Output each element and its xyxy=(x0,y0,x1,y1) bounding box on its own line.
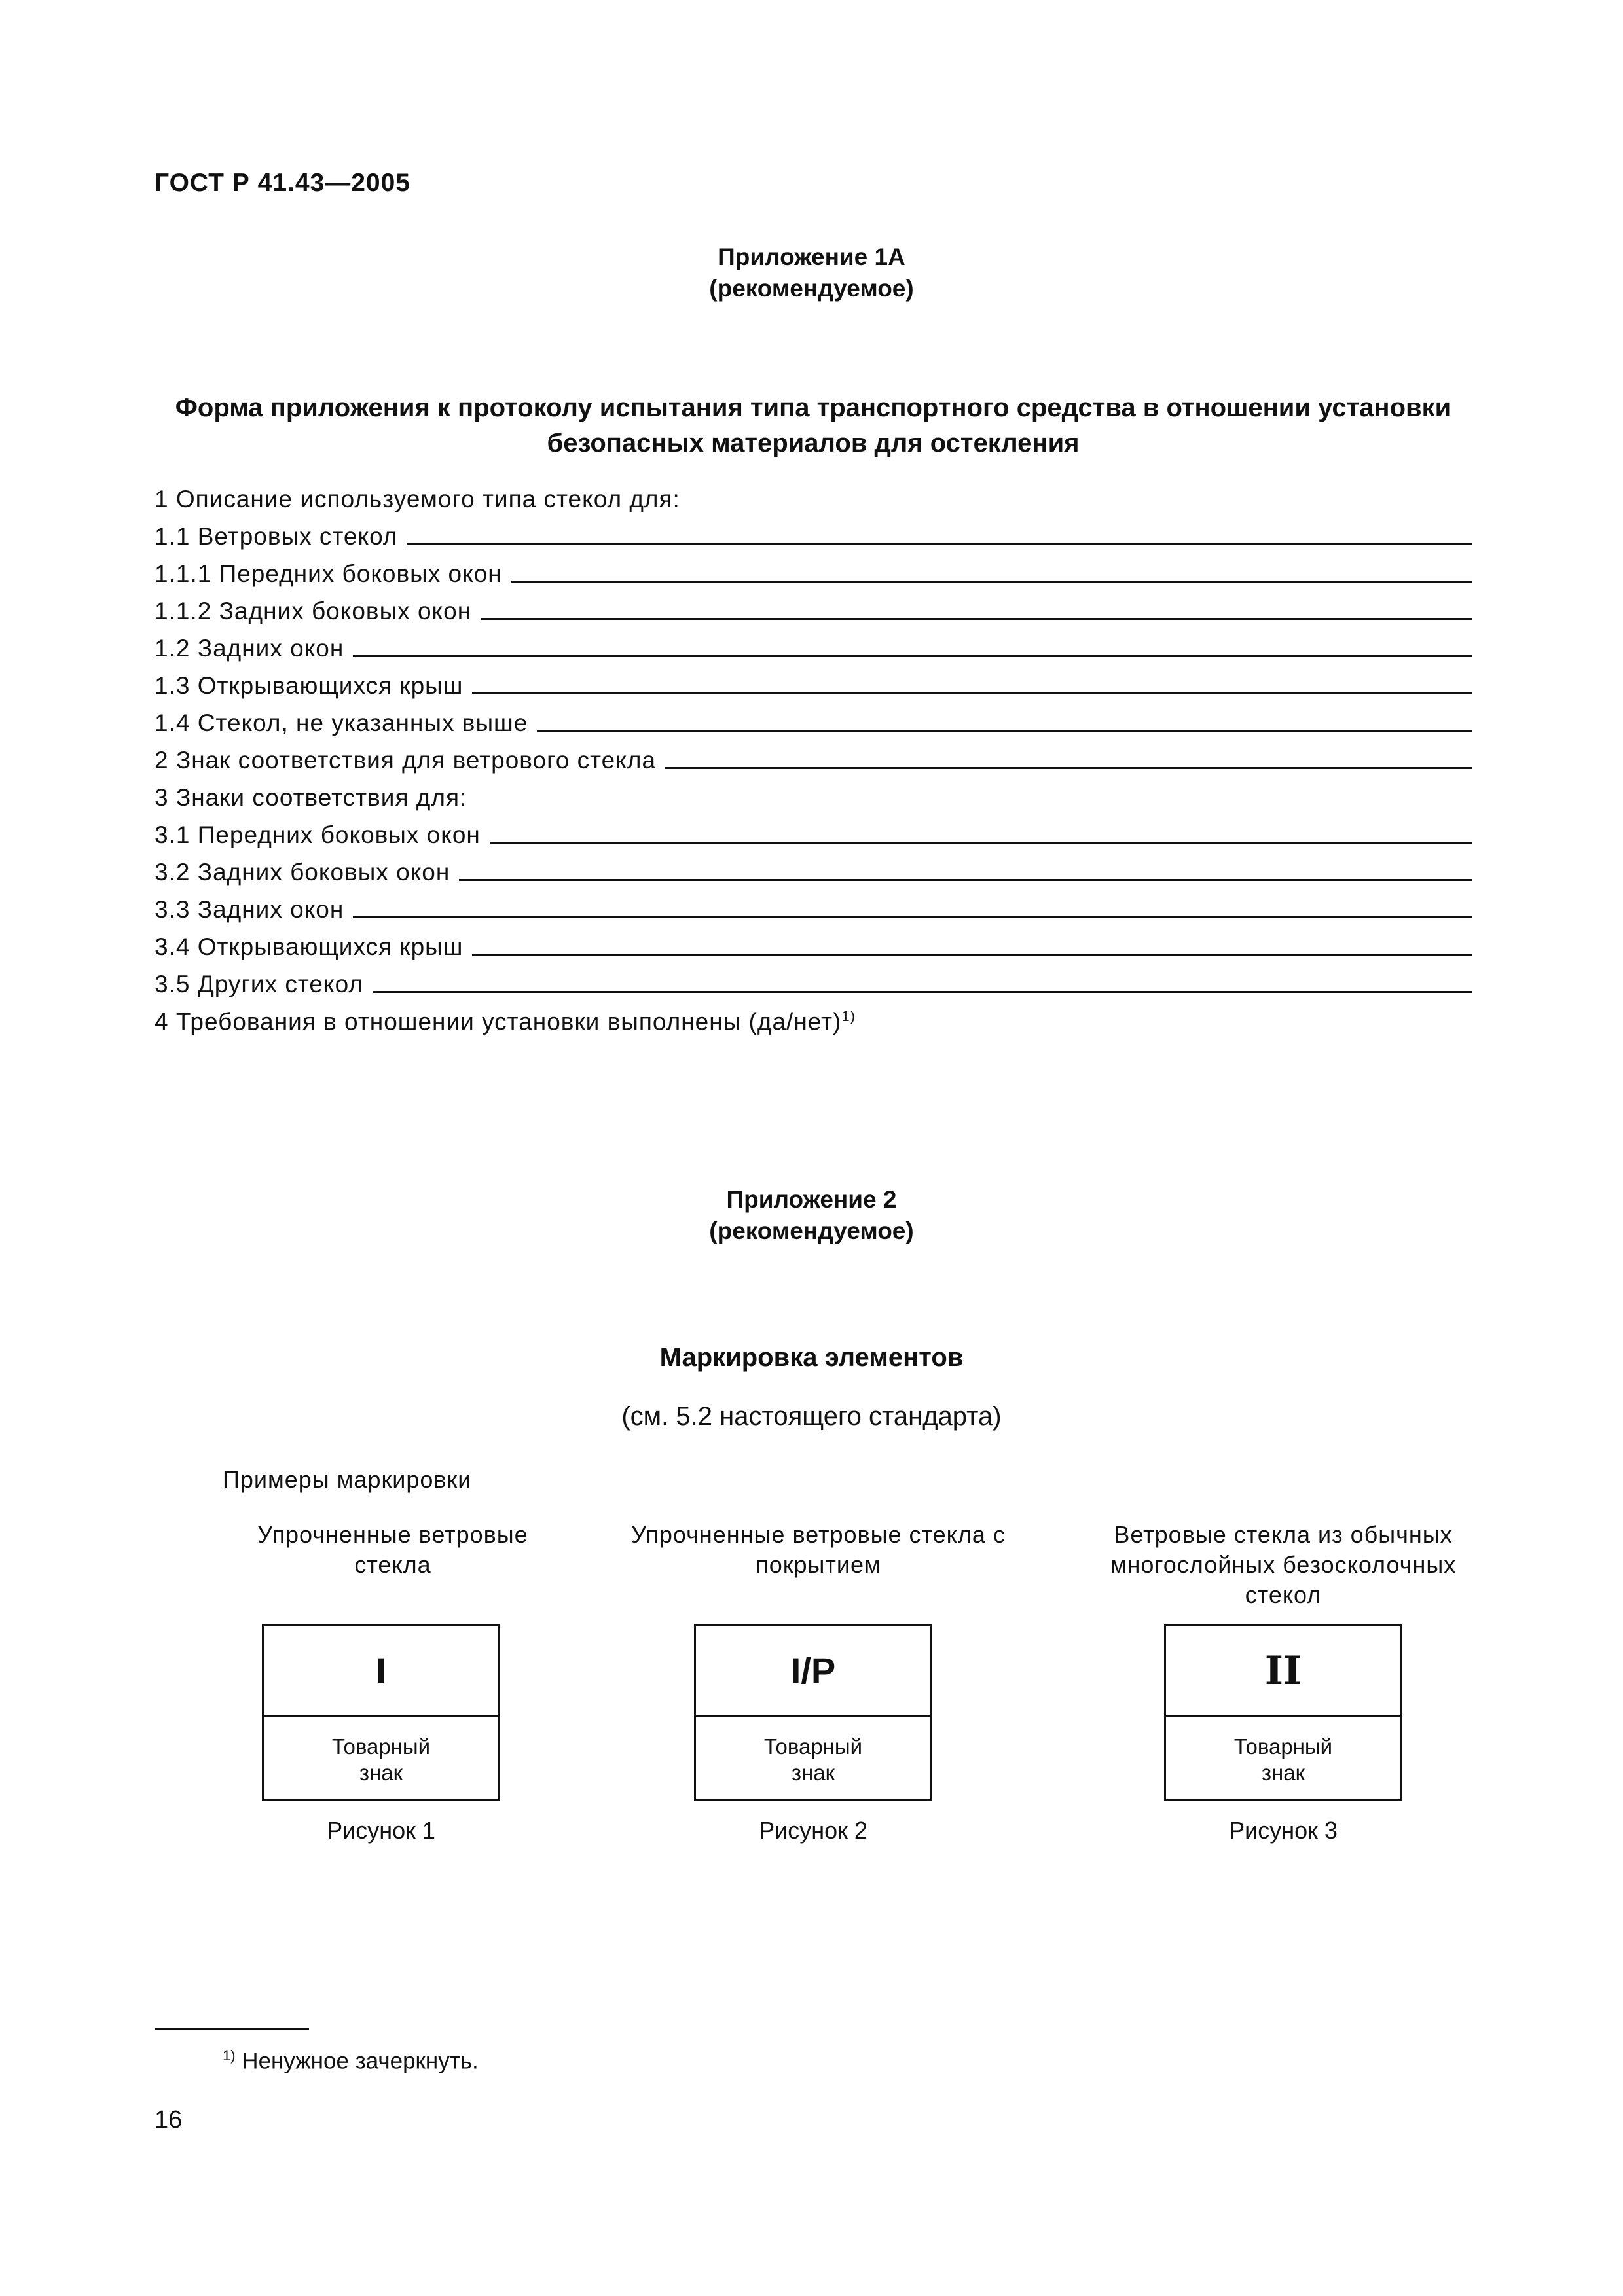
figure-3-caption: Ветровые стекла из обычных многослойных безосколочных стекол xyxy=(1110,1521,1457,1608)
marking-symbol: II xyxy=(1166,1626,1400,1717)
form-line-label: 3.4 Открывающихся крыш xyxy=(155,933,464,960)
form-line-1-1 xyxy=(155,520,1472,552)
fill-in-blank[interactable] xyxy=(511,580,1472,583)
form-line-label: 1 Описание используемого типа стекол для: xyxy=(155,486,680,512)
fill-in-blank[interactable] xyxy=(665,766,1472,769)
page-number: 16 xyxy=(155,2106,183,2134)
form-line-label: 3 Знаки соответствия для: xyxy=(155,784,467,811)
figure-1-caption: Упрочненные ветровые стекла xyxy=(257,1521,528,1578)
form-line-label: 1.3 Открывающихся крыш xyxy=(155,672,464,699)
form-line-label: 2 Знак соответствия для ветрового стекла xyxy=(155,747,657,774)
fill-in-blank[interactable] xyxy=(353,655,1472,657)
fill-in-blank[interactable] xyxy=(481,617,1472,620)
fill-in-blank[interactable] xyxy=(459,878,1472,881)
marking-heading: Маркировка элементов xyxy=(659,1343,964,1372)
form-line-1-1-1 xyxy=(155,558,1472,589)
form-line-3-3 xyxy=(155,893,1472,925)
marking-symbol: I xyxy=(264,1626,498,1717)
appendix-1a-status: (рекомендуемое) xyxy=(709,275,914,302)
examples-label: Примеры маркировки xyxy=(223,1466,472,1493)
footnote xyxy=(223,2047,479,2075)
fill-in-blank[interactable] xyxy=(472,953,1472,956)
form-line-label: 1.4 Стекол, не указанных выше xyxy=(155,709,528,736)
figure-2-label: Рисунок 2 xyxy=(759,1817,867,1844)
form-line-3 xyxy=(155,781,1472,813)
trademark-cell: Товарный знак xyxy=(763,1734,863,1785)
form-line-4 xyxy=(155,1005,1472,1037)
footnote-divider xyxy=(155,2028,309,2030)
form-line-label: 3.5 Других стекол xyxy=(155,971,363,997)
fill-in-blank[interactable] xyxy=(353,916,1472,918)
form-line-1-3 xyxy=(155,670,1472,701)
form-line-label: 1.2 Задних окон xyxy=(155,635,344,662)
fill-in-blank[interactable] xyxy=(472,692,1472,694)
form-title-line-2: безопасных материалов для остекления xyxy=(547,429,1080,457)
form-line-1 xyxy=(155,483,1472,514)
footnote-ref: 1) xyxy=(841,1007,856,1024)
form-line-label: 4 Требования в отношении установки выполнены $(да/нет)^{1)}$ xyxy=(155,1007,856,1035)
form-line-label: 3.3 Задних окон xyxy=(155,896,344,923)
appendix-2-title: Приложение 2 xyxy=(726,1186,897,1213)
marking-symbol: I/P xyxy=(696,1626,930,1717)
form-line-label: 3.1 Передних боковых окон xyxy=(155,821,481,848)
form-line-3-5 xyxy=(155,968,1472,999)
form-title-line-1: Форма приложения к протоколу испытания типа транспортного средства в отношении установки xyxy=(175,393,1451,422)
form-line-label: 3.2 Задних боковых окон xyxy=(155,859,450,886)
fill-in-blank[interactable] xyxy=(490,841,1472,844)
figure-2-caption: Упрочненные ветровые стекла с покрытием xyxy=(631,1521,1006,1578)
form-line-3-1 xyxy=(155,819,1472,850)
standard-reference: (см. 5.2 настоящего стандарта) xyxy=(621,1402,1002,1431)
document-code: ГОСТ Р 41.43—2005 xyxy=(155,169,410,197)
form-line-1-2 xyxy=(155,632,1472,664)
footnote-mark: 1) xyxy=(223,2047,236,2064)
appendix-1a-title: Приложение 1А xyxy=(718,243,905,270)
form-line-3-4 xyxy=(155,931,1472,962)
form-line-1-1-2 xyxy=(155,595,1472,626)
marking-box-2 xyxy=(694,1624,932,1801)
form-line-label: 1.1.2 Задних боковых окон xyxy=(155,598,472,624)
form-line-3-2 xyxy=(155,856,1472,888)
appendix-2-status: (рекомендуемое) xyxy=(709,1217,914,1244)
form-line-2 xyxy=(155,744,1472,776)
figure-3-label: Рисунок 3 xyxy=(1229,1817,1338,1844)
marking-box-3 xyxy=(1164,1624,1402,1801)
trademark-cell: Товарный знак xyxy=(331,1734,431,1785)
marking-box-1 xyxy=(262,1624,500,1801)
form-line-1-4 xyxy=(155,707,1472,738)
trademark-cell: Товарный знак xyxy=(1233,1734,1333,1785)
fill-in-blank[interactable] xyxy=(373,990,1472,993)
footnote-text: Ненужное зачеркнуть. xyxy=(235,2048,479,2074)
fill-in-blank[interactable] xyxy=(537,729,1472,732)
form-line-label: 1.1.1 Передних боковых окон xyxy=(155,560,502,587)
figure-1-label: Рисунок 1 xyxy=(327,1817,435,1844)
form-line-label: 1.1 Ветровых стекол xyxy=(155,523,398,550)
fill-in-blank[interactable] xyxy=(407,543,1472,545)
